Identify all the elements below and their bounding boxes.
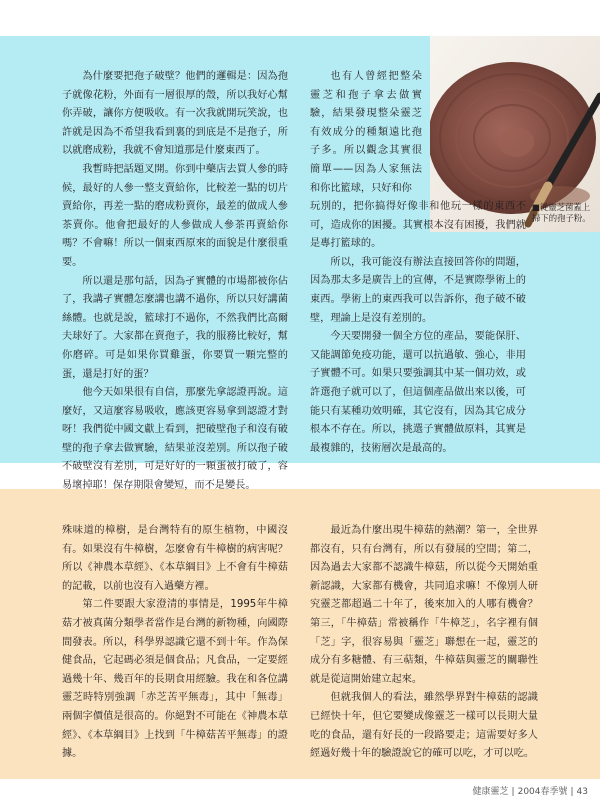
section2-right-column <box>310 522 538 764</box>
paragraph: 但就我個人的看法，雖然學界對牛樟菇的認識已經快十年，但它要變成像靈芝一樣可以長期大量吃的食品，還有好長的一段路要走；這需要好多人經過好幾十年的驗證說它的確可以吃，才可以吃。 <box>310 692 538 760</box>
paragraph: 所以，我可能沒有辦法直接回答你的問題，因為那太多是廣告上的宣傳，不是實際學術上的東西。學術上的東西我可以告訴你，孢子破不破壁，理論上是沒有差別的。 <box>310 256 526 324</box>
paragraph: 他今天如果很有自信，那麼先拿認證再說。這麼好，又這麼容易吸收，應該更容易拿到認證才對呀！我們從中國文獻上看到，把破壁孢子和沒有破壁的孢子拿去做實驗，結果並沒差別。所以孢子破不破壁沒有差別，可是好好的一顆蛋被打破了，容易壞掉耶！保存期限會變短，而不是變長。 <box>62 387 288 492</box>
paragraph: 我暫時把話題叉開。你到中藥店去買人參的時候，最好的人參一整支賣給你，比較差一點的切片賣給你，再差一點的磨成粉賣你，最差的做成人參茶賣你。他會把最好的人參做成人參茶再賣給你嗎？不會嘛！所以一個東西原來的面貌是什麼很重要。 <box>62 163 288 268</box>
photo-caption: ■從靈芝菌蓋上掃下的孢子粉。 <box>532 202 591 223</box>
issue-label: 2004春季號 <box>517 787 568 797</box>
magazine-name: 健康靈芝 <box>472 787 509 797</box>
section1-left-column <box>62 68 288 496</box>
page-footer <box>473 784 588 797</box>
paragraph: 所以還是那句話，因為孑實體的市場都被你佔了，我講孑實體怎麼講也講不過你，所以只好講菌絲體。也就是說，籃球打不過你，不然我們比高爾夫球好了。大家都在賣孢子，我的服務比較好，幫你磨碎。可是如果你買雞蛋，你要買一顆完整的蛋，還是打好的蛋？ <box>62 275 288 380</box>
section2-left-column <box>62 522 288 764</box>
section1-right-column <box>310 198 526 458</box>
section1-right-column-top <box>310 68 422 198</box>
footer-separator: | <box>570 787 574 797</box>
paragraph: 為什麼要把孢子破壁？他們的邏輯是：因為孢子就像花粉，外面有一層很厚的殼，所以我好心幫你弄破，讓你方便吸收。有一次我就開玩笑說，也許就是因為不希望我看到裏的到底是不是孢子，所以就磨成粉，我就不會知道那是什麼東西了。 <box>62 71 288 157</box>
paragraph: 最近為什麼出現牛樟菇的熱潮？第一，全世界都沒有，只有台灣有，所以有發展的空間；第二，因為過去大家都不認識牛樟菇，所以從今天開始重新認識，大家都有機會，共同追求嘛！不像別人研究靈芝都超過二十年了，後來加入的人哪有機會？第三，「牛樟菇」常被稱作「牛樟芝」，名字裡有個「芝」字，很容易與「靈芝」聯想在一起，靈芝的成分有多糖體、有三萜類，牛樟菇與靈芝的關聯性就是從這開始建立起來。 <box>310 525 538 685</box>
paragraph: 殊味道的樟樹，是台灣特有的原生植物，中國沒有。如果沒有牛樟樹，怎麼會有牛樟樹的病害呢？所以《神農本草經》、《本草綱目》上不會有牛樟菇的記載，以前也沒有入過藥方裡。 <box>62 525 288 592</box>
paragraph: 今天要開發一個全方位的產品，要能保肝、又能調節免疫功能，還可以抗過敏、強心，非用子實體不可。如果只要強調其中某一個功效，或許選孢子就可以了，但這個產品做出來以後，可能只有某種功效明確，其它沒有，因為其它成分根本不存在。所以，挑選子實體做原料，其實是最複雜的，技術層次是最高的。 <box>310 331 526 454</box>
paragraph: 玩別的，把你搞得好像非和他玩一樣的東西不可，造成你的困擾。其實根本沒有困擾，我們就是專打籃球的。 <box>310 201 526 250</box>
paragraph: 也有人曾經把整朵靈芝和孢子拿去做實驗，結果發現整朵靈芝有效成分的種類遠比孢子多。所以觀念其實很簡單——因為人家無法和你比籃球，只好和你 <box>310 71 422 194</box>
page-top-margin <box>0 0 600 36</box>
footer-separator: | <box>511 787 515 797</box>
page-number: 43 <box>576 787 588 797</box>
paragraph: 第二件要跟大家澄清的事情是，1995年牛樟菇才被真菌分類學者當作是台灣的新物種，向國際間發表。所以，科學界認識它還不到十年。作為保健食品，它起碼必須是個食品；凡食品，一定要經過幾十年、幾百年的長期食用經驗。我在和各位講靈芝時特別強調「赤芝苦平無毒」，其中「無毒」兩個字價值是很高的。你絕對不可能在《神農本草經》、《本草綱目》上找到「牛樟菇苦平無毒」的證據。 <box>62 599 288 760</box>
